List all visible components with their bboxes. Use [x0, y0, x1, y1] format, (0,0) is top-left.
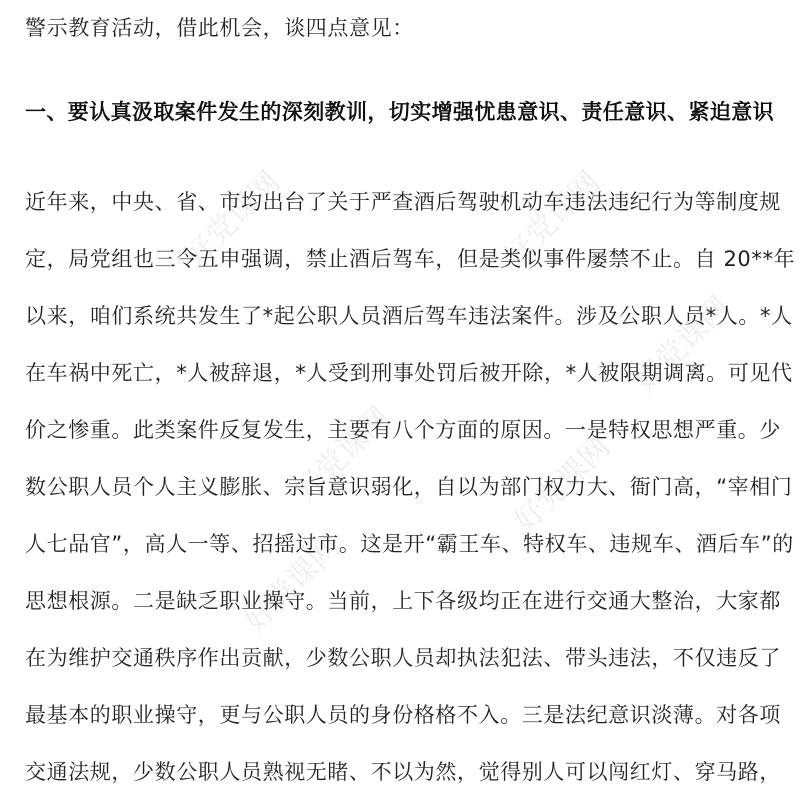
body-line: 数公职人员个人主义膨胀、宗旨意识弱化，自以为部门权力大、衙门高，“宰相门: [25, 475, 793, 499]
watermark: 好党课网: [237, 529, 348, 640]
body-line: 交通法规，少数公职人员熟视无睹、不以为然，觉得别人可以闯红灯、穿马路，: [25, 760, 781, 784]
watermark: 好党课网: [287, 399, 398, 510]
body-line: 价之惨重。此类案件反复发生，主要有八个方面的原因。一是特权思想严重。少: [25, 418, 781, 442]
watermark: 好党课网: [177, 164, 288, 275]
body-line: 近年来，中央、省、市均出台了关于严查酒后驾驶机动车违法违纪行为等制度规: [25, 190, 781, 214]
intro-line: 警示教育活动，借此机会，谈四点意见：: [25, 16, 414, 40]
body-line: 在车祸中死亡，*人被辞退，*人受到刑事处罚后被开除，*人被限期调离。可见代: [25, 361, 793, 385]
watermark: 好党课网: [497, 164, 608, 275]
section-heading: 一、要认真汲取案件发生的深刻教训，切实增强忧患意识、责任意识、紧迫意识: [25, 100, 774, 124]
watermark: 好党课网: [507, 429, 618, 540]
body-line: 最基本的职业操守，更与公职人员的身份格格不入。三是法纪意识淡薄。对各项: [25, 703, 781, 727]
body-line: 定，局党组也三令五申强调，禁止酒后驾车，但是类似事件屡禁不止。自 20**年: [25, 247, 796, 271]
body-line: 人七品官”，高人一等、招摇过市。这是开“霸王车、特权车、违规车、酒后车”的: [25, 532, 794, 556]
body-line: 以来，咱们系统共发生了*起公职人员酒后驾车违法案件。涉及公职人员*人。*人: [25, 304, 793, 328]
body-line: 思想根源。二是缺乏职业操守。当前，上下各级均正在进行交通大整治，大家都: [25, 589, 781, 613]
watermark: 好党课网: [627, 289, 738, 400]
body-line: 在为维护交通秩序作出贡献，少数公职人员却执法犯法、带头违法，不仅违反了: [25, 646, 781, 670]
